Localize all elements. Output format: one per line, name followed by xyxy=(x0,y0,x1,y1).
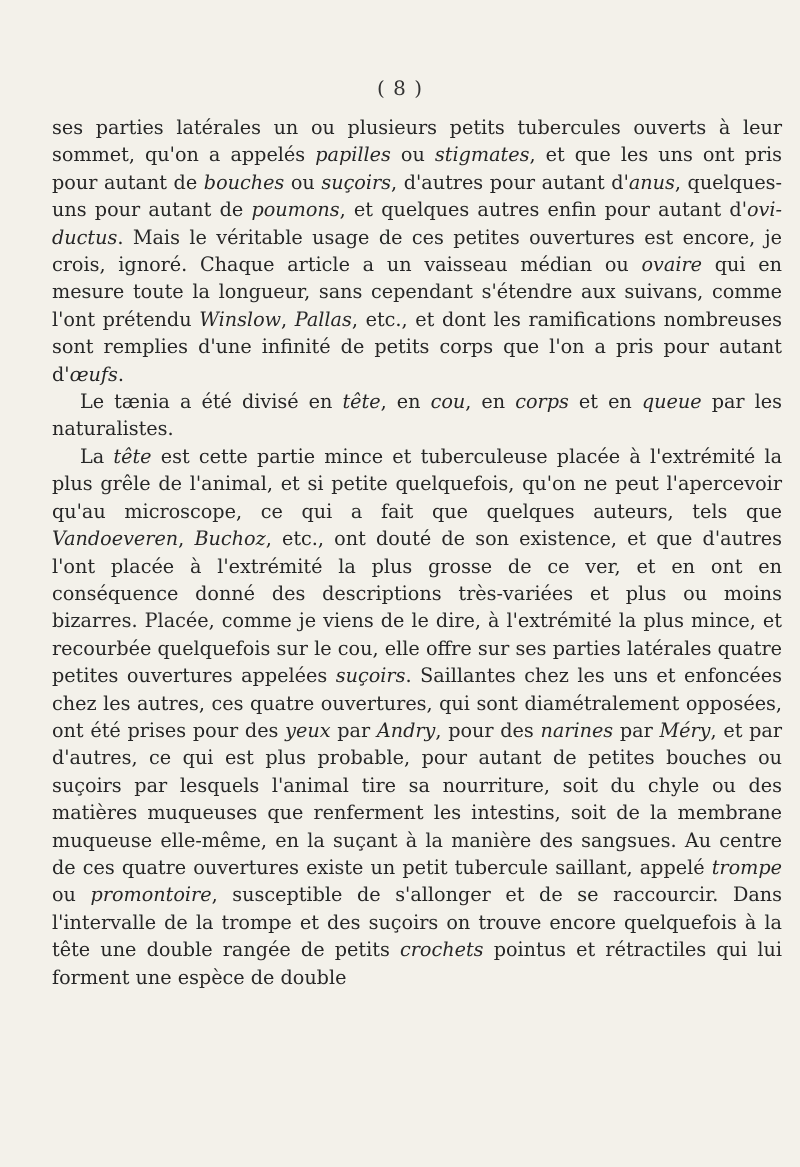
text-run: ou xyxy=(284,170,322,194)
italic-term: narines xyxy=(540,718,614,742)
italic-term: suçoirs xyxy=(321,170,392,194)
italic-term: bouches xyxy=(203,170,285,194)
italic-term: Andry xyxy=(376,718,436,742)
text-run: est cette partie mince et tuberculeuse placée à l'extrémité la plus grêle de l'animal, et si petite quelquefois, qu'on ne peut l'apercevoir qu'au microscope, ce qui a fait que quelques auteurs, tels que xyxy=(52,444,783,523)
text-run: pointus et rétractiles qui lui forment une espèce de double xyxy=(52,938,783,989)
italic-term: corps xyxy=(515,390,569,414)
body-text xyxy=(52,114,782,991)
text-run: ou xyxy=(52,883,91,907)
italic-term: trompe xyxy=(711,855,782,879)
text-run: , xyxy=(281,307,295,331)
italic-term: crochets xyxy=(400,938,484,962)
italic-term: tête xyxy=(113,444,152,468)
text-run: par xyxy=(330,718,377,742)
italic-term: œufs xyxy=(69,362,118,386)
text-run: , etc., ont douté de son existence, et que d'autres l'ont placée à l'extrémité la plus grosse de ce ver, et en ont en conséquence donné des descriptions très-variées et plus ou moins bizarres. Placée, comme je viens de le dire, à l'extrémité la plus mince, et recourbée quelquefois sur le cou, elle offre sur ses parties latérales quatre petites ouvertures appelées xyxy=(52,527,782,688)
text-run: , et par d'autres, ce qui est plus probable, pour autant de petites bouches ou suçoirs par lesquels l'animal tire sa nourriture, soit du chyle ou des matières muqueuses que renferment les intestins, soit de la membrane muqueuse elle-même, en la suçant à la manière des sangsues. Au centre de ces quatre ouvertures existe un petit tubercule saillant, appelé xyxy=(52,718,783,879)
italic-term: queue xyxy=(641,390,702,414)
text-run: ou xyxy=(390,143,435,167)
text-run: Le tænia a été divisé en xyxy=(80,390,343,414)
text-run: La xyxy=(80,444,114,468)
italic-term: ovaire xyxy=(641,253,702,277)
paragraph-1 xyxy=(52,114,782,388)
text-run: par les naturalistes. xyxy=(52,390,783,441)
text-run: , et que les uns ont pris pour autant de xyxy=(52,143,783,194)
text-run: , en xyxy=(380,390,431,414)
text-run: , xyxy=(178,527,195,551)
text-run: ses parties latérales un ou plusieurs petits tubercules ouverts à leur sommet, qu'on a appelés xyxy=(52,116,782,167)
paragraph-2 xyxy=(52,388,782,443)
text-run: , d'autres pour autant d' xyxy=(391,170,629,194)
italic-term: Pallas xyxy=(294,307,352,331)
text-run: , en xyxy=(465,390,516,414)
text-run: . Saillantes chez les uns et enfoncées chez les autres, ces quatre ouvertures, qui sont diamétralement opposées, ont été prises pour des xyxy=(52,664,782,742)
text-run: , et quelques autres enfin pour autant d' xyxy=(339,198,747,222)
text-run: , etc., et dont les ramifications nombreuses sont remplies d'une infinité de petits corps que l'on a pris pour autant d' xyxy=(52,307,782,386)
italic-term: papilles xyxy=(315,143,391,167)
italic-term: Buchoz xyxy=(194,527,266,551)
italic-term: Winslow xyxy=(199,307,282,331)
italic-term: anus xyxy=(628,170,675,194)
italic-term: Méry xyxy=(659,718,711,742)
paragraph-3 xyxy=(52,443,782,991)
italic-term: cou xyxy=(430,390,466,414)
italic-term: suçoirs xyxy=(335,664,406,688)
italic-term: Vandoeveren xyxy=(52,527,179,551)
text-run: et en xyxy=(568,390,642,414)
page-number: ( 8 ) xyxy=(376,76,424,100)
italic-term: ovi-ductus xyxy=(52,198,782,249)
text-run: qui en mesure toute la longueur, sans cependant s'étendre aux suivans, comme l'ont prétendu xyxy=(52,253,782,331)
italic-term: promontoire xyxy=(90,883,212,907)
text-run: . xyxy=(117,362,124,386)
text-run: , quelques-uns pour autant de xyxy=(52,170,782,222)
text-run: par xyxy=(613,718,660,742)
italic-term: stigmates xyxy=(434,143,530,167)
italic-term: tête xyxy=(342,390,381,414)
text-run: , susceptible de s'allonger et de se raccourcir. Dans l'intervalle de la trompe et des suçoirs on trouve encore quelquefois à la tête une double rangée de petits xyxy=(52,883,782,962)
italic-term: yeux xyxy=(285,718,331,742)
text-run: . Mais le véritable usage de ces petites ouvertures est encore, je crois, ignoré. Chaque article a un vaisseau médian ou xyxy=(52,225,782,277)
text-run: , pour des xyxy=(435,718,541,742)
italic-term: poumons xyxy=(251,198,340,222)
